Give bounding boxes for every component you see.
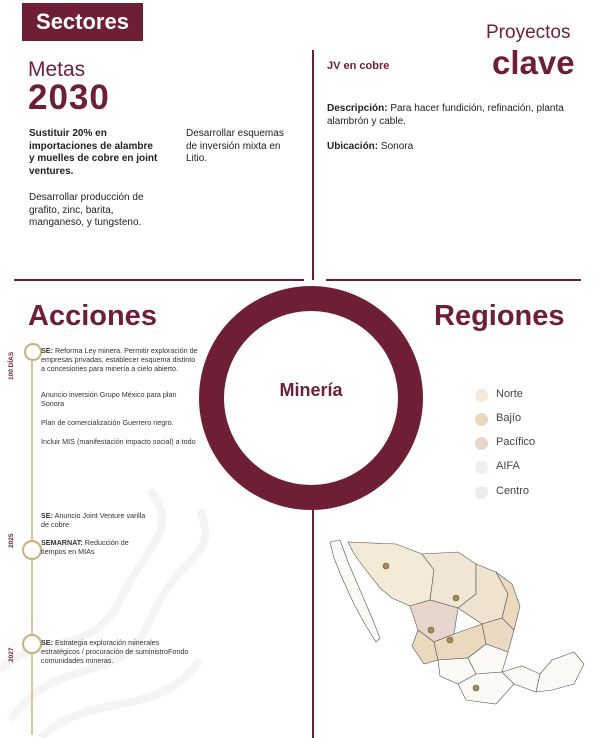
region-swatch-centro bbox=[475, 486, 488, 499]
region-swatch-pacifico bbox=[475, 437, 488, 450]
mexico-map bbox=[326, 534, 588, 720]
region-label-pacifico: Pacífico bbox=[496, 436, 536, 448]
horizontal-divider-left bbox=[14, 279, 304, 281]
action-item: SE: Reforma Ley minera. Permitir exploración de empresas privadas, establecer esquema distinto a concesiones para minería a cielo abierto. bbox=[41, 346, 198, 373]
region-label-centro: Centro bbox=[496, 485, 530, 497]
action-item: Plan de comercialización Guerrero negro. bbox=[41, 418, 174, 427]
proyectos-title: Proyectos bbox=[486, 22, 571, 43]
vertical-divider-bottom bbox=[312, 505, 314, 738]
region-label-norte: Norte bbox=[496, 388, 523, 400]
project-description: Descripción: Para hacer fundición, refinación, planta alambrón y cable. bbox=[327, 103, 564, 127]
regiones-title: Regiones bbox=[434, 300, 565, 332]
action-item: Anuncio inversión Grupo México para plan Sonora bbox=[41, 390, 177, 408]
period-label-2027: 2027 bbox=[8, 647, 15, 662]
region-label-bajio: Bajío bbox=[496, 412, 522, 424]
goal-copper: Sustituir 20% en importaciones de alambre y muelles de cobre en joint ventures. bbox=[29, 128, 158, 177]
timeline-marker-2027 bbox=[22, 634, 42, 654]
acciones-title: Acciones bbox=[28, 300, 157, 332]
action-item: Incluir MIS (manifestación impacto social) a todo bbox=[41, 437, 196, 446]
vertical-divider-top bbox=[312, 50, 314, 280]
timeline-marker-100-dias bbox=[24, 343, 42, 361]
region-label-aifa: AIFA bbox=[496, 460, 520, 472]
action-item: SE: Estrategia exploración minerales estratégicos / procuración de suministroFondo comunidades mineras. bbox=[41, 638, 189, 665]
sectores-tab[interactable]: Sectores bbox=[22, 3, 143, 41]
region-swatch-aifa bbox=[475, 461, 488, 474]
period-label-2025: 2025 bbox=[8, 533, 15, 548]
horizontal-divider-right bbox=[326, 279, 581, 281]
region-swatch-norte bbox=[475, 389, 488, 402]
sector-label: Minería bbox=[279, 380, 343, 400]
project-name: JV en cobre bbox=[327, 60, 390, 72]
metas-year: 2030 bbox=[28, 78, 110, 117]
period-label-100-dias: 100 DÍAS bbox=[8, 351, 15, 380]
goal-lithium: Desarrollar esquemas de inversión mixta en Litio. bbox=[186, 128, 284, 164]
timeline-marker-2025 bbox=[22, 540, 42, 560]
metas-title: Metas bbox=[28, 58, 86, 81]
action-item: SE: Anuncio Joint Venture varilla de cobre bbox=[41, 511, 146, 529]
clave-title: clave bbox=[492, 44, 575, 81]
goal-minerals: Desarrollar producción de grafito, zinc, barita, manganeso, y tungsteno. bbox=[29, 192, 144, 228]
action-item: SEMARNAT: Reducción de tiempos en MIAs bbox=[41, 538, 129, 556]
region-swatch-bajio bbox=[475, 413, 488, 426]
project-location: Ubicación: Sonora bbox=[327, 141, 414, 152]
